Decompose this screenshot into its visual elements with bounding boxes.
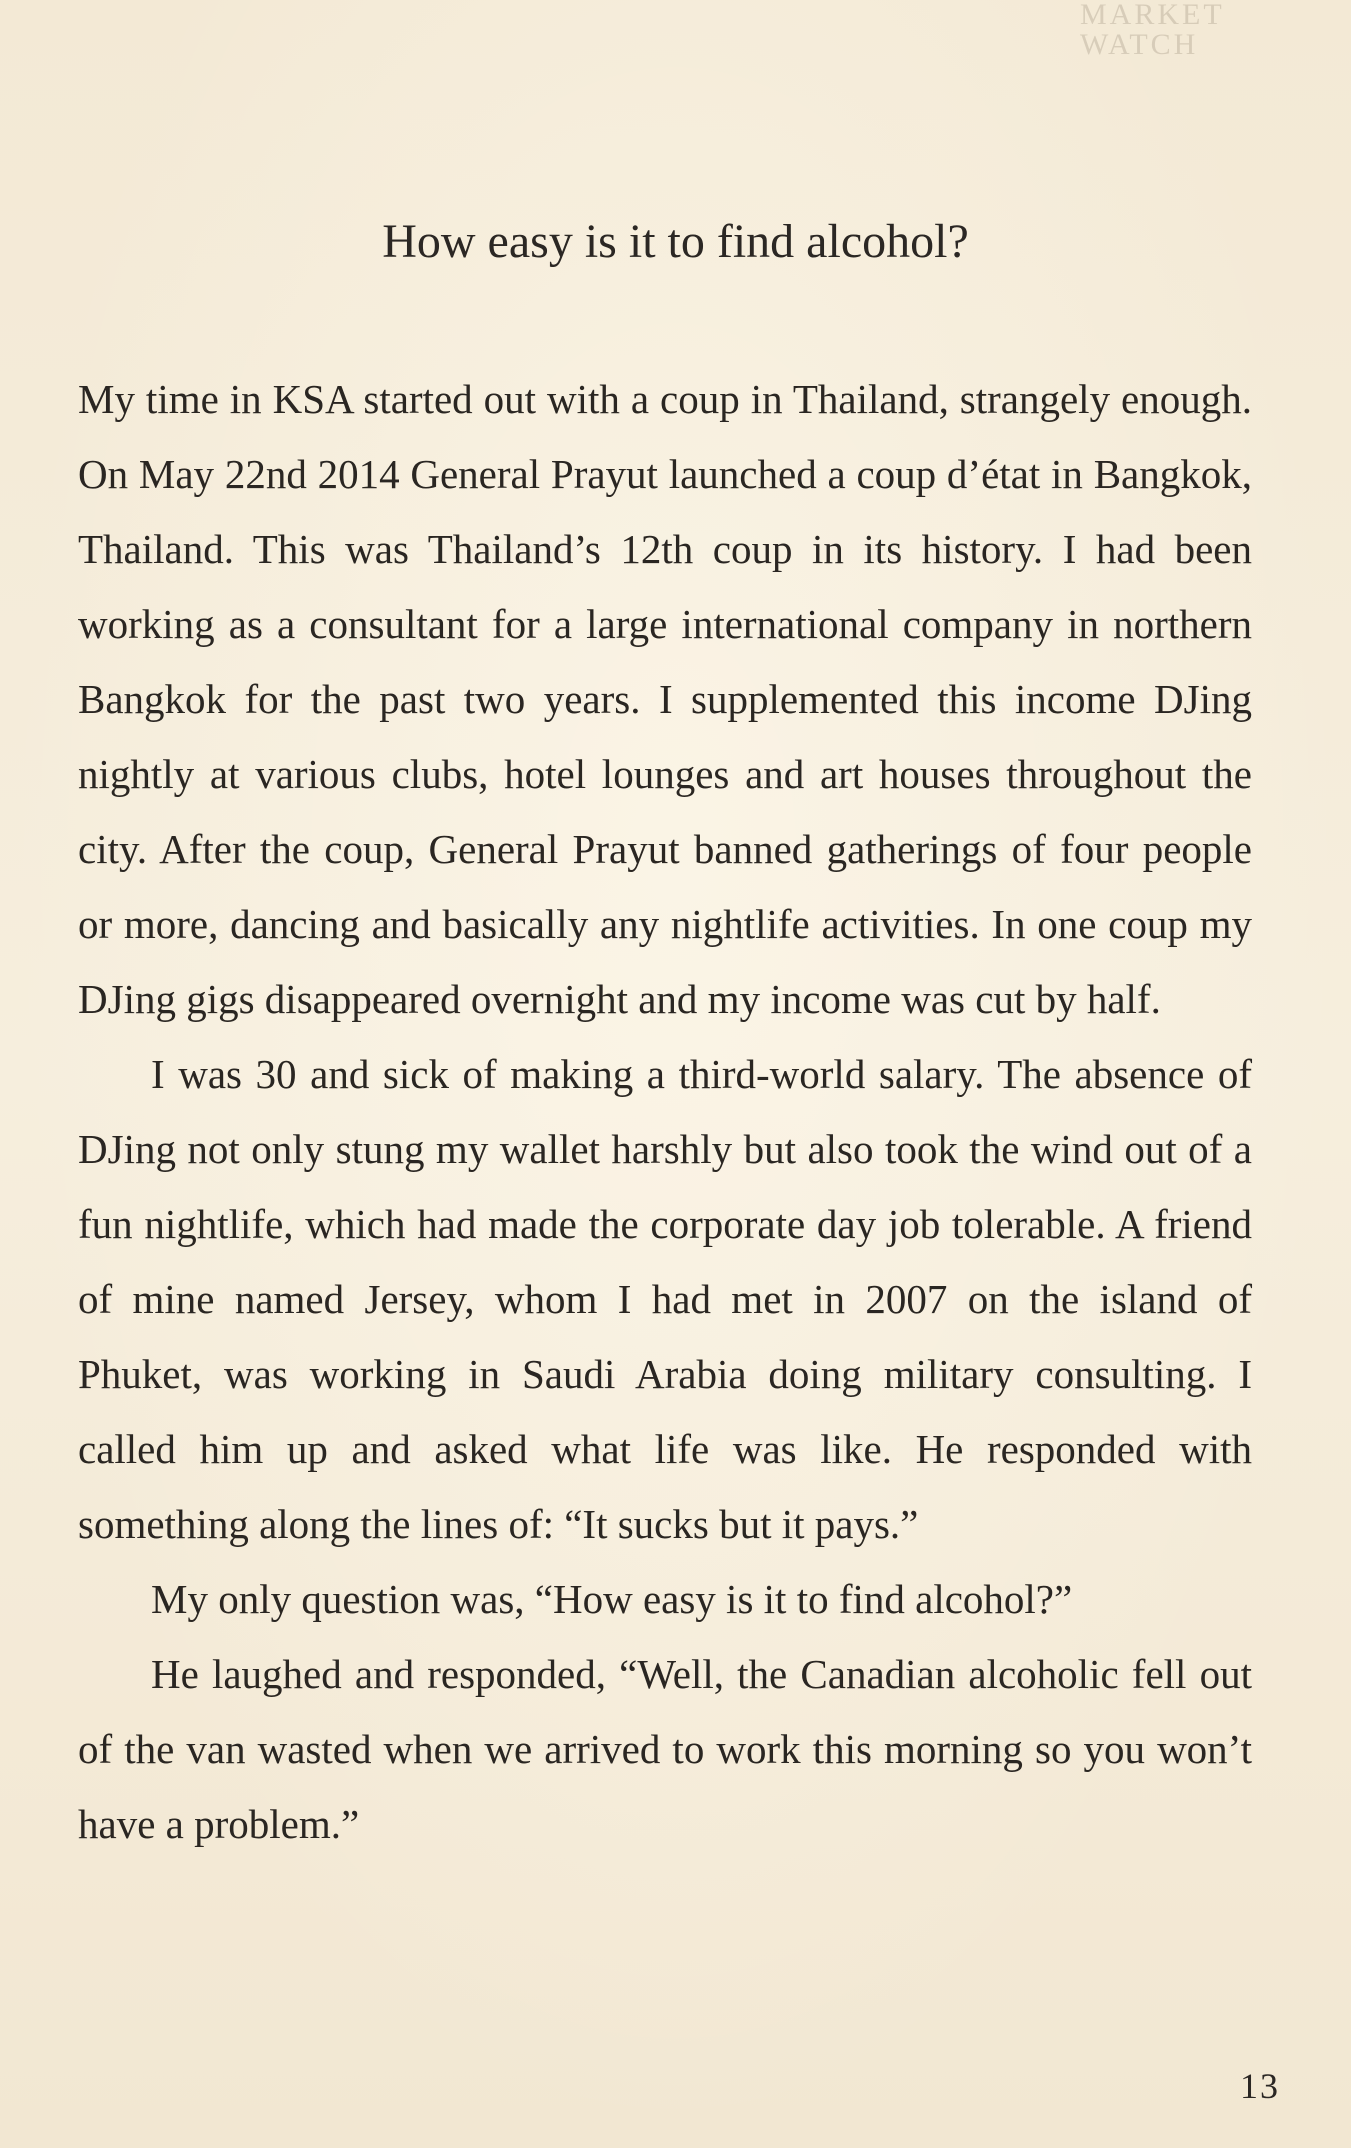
running-header-fragment: MARKET WATCH xyxy=(1080,0,1225,61)
body-text xyxy=(78,362,1252,1862)
paragraph-1: My time in KSA started out with a coup in Thailand, strangely enough. On May 22nd 2014 General Prayut launched a coup d’état in Bangkok, Thailand. This was Thailand’s 12th coup in its history. I had been working as a consultant for a large international company in northern Bangkok for the past two years. I supplemented this income DJing nightly at various clubs, hotel lounges and art houses throughout the city. After the coup, General Prayut banned gatherings of four people or more, dancing and basically any nightlife activities. In one coup my DJing gigs disappeared overnight and my income was cut by half. xyxy=(78,376,1252,1022)
page-heading: How easy is it to find alcohol? xyxy=(382,215,969,268)
paragraph-2: I was 30 and sick of making a third-world salary. The absence of DJing not only stung my wallet harshly but also took the wind out of a fun nightlife, which had made the corporate day job tolerable. A friend of mine named Jersey, whom I had met in 2007 on the island of Phuket, was working in Saudi Arabia doing military consulting. I called him up and asked what life was like. He responded with something along the lines of: “It sucks but it pays.” xyxy=(78,1051,1252,1547)
paragraph-4: He laughed and responded, “Well, the Canadian alcoholic fell out of the van wasted when we arrived to work this morning so you won’t have a problem.” xyxy=(78,1651,1252,1847)
paragraph-3: My only question was, “How easy is it to find alcohol?” xyxy=(151,1576,1073,1622)
page-number: 13 xyxy=(1240,2066,1280,2106)
